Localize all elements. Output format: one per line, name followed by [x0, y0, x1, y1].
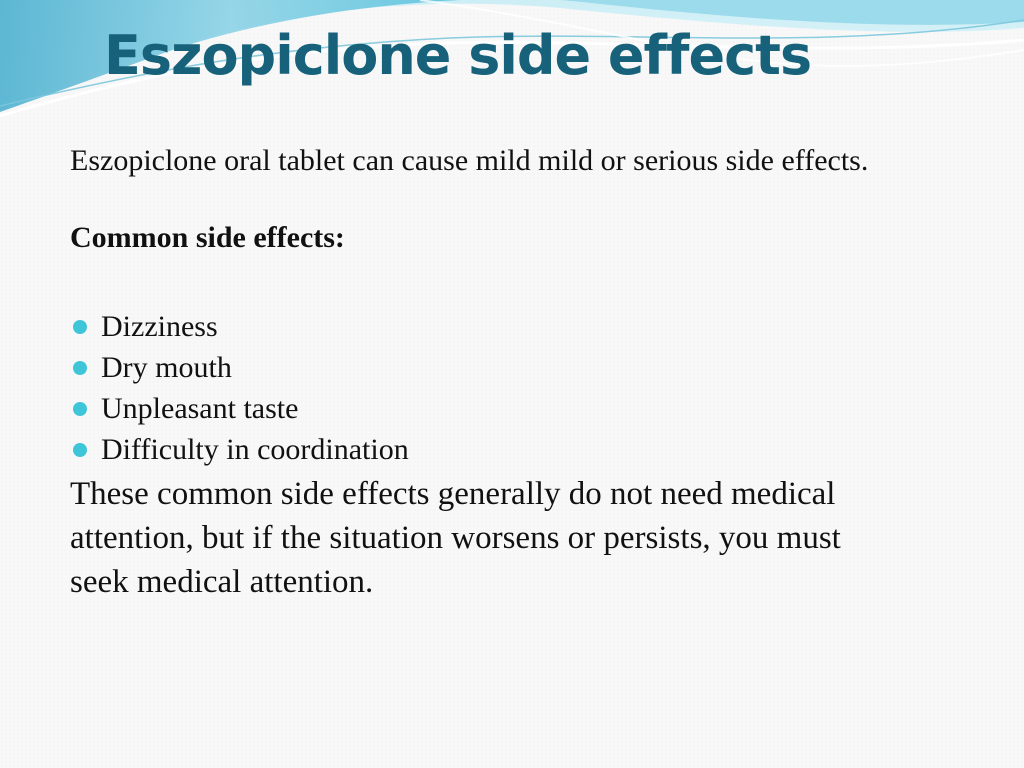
list-item-text: Dizziness [101, 310, 218, 343]
list-item [70, 429, 950, 470]
bullet-icon [73, 443, 87, 457]
list-item-text: Dry mouth [101, 351, 232, 384]
list-item-text: Difficulty in coordination [101, 433, 409, 466]
closing-paragraph: These common side effects generally do not need medical attention, but if the situation worsens or persists, you must seek medical attention. [70, 476, 841, 600]
intro-paragraph: Eszopiclone oral tablet can cause mild mild or serious side effects. [70, 144, 869, 177]
list-item [70, 347, 950, 388]
bullet-icon [73, 320, 87, 334]
slide-body [70, 144, 950, 604]
bullet-icon [73, 402, 87, 416]
side-effects-list [70, 306, 950, 470]
common-side-effects-heading: Common side effects: [70, 221, 345, 254]
list-item [70, 306, 950, 347]
list-item-text: Unpleasant taste [101, 392, 299, 425]
slide-title: Eszopiclone side effects [104, 24, 812, 87]
bullet-icon [73, 361, 87, 375]
list-item [70, 388, 950, 429]
